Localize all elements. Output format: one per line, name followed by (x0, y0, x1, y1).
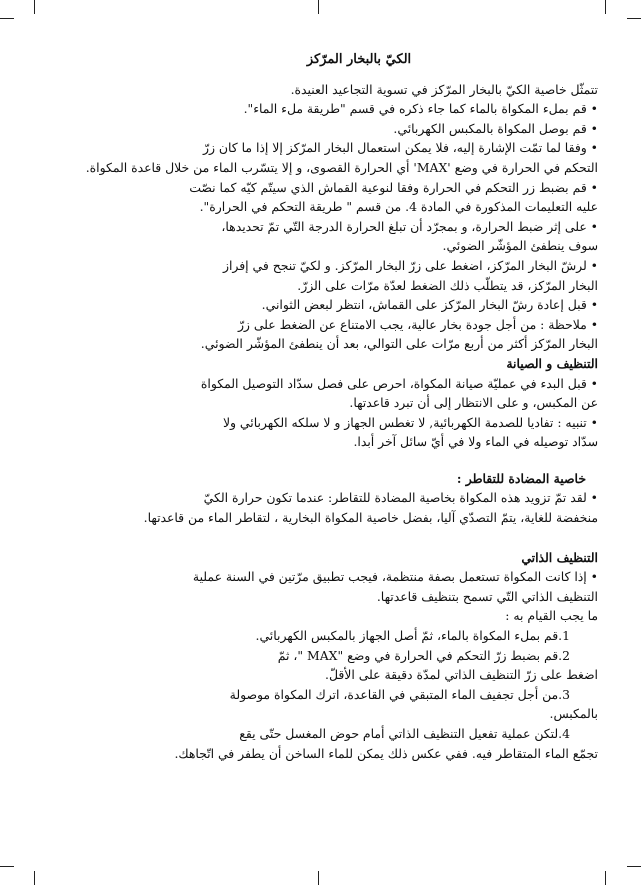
crop-mark (0, 18, 14, 19)
paragraph-line: منخفضة للغاية، يتمّ التصدّي آليا، بفضل خاصية المكواة البخارية ، لتقاطر الماء من قاعدتها. (143, 510, 598, 526)
crop-mark (627, 866, 641, 867)
section-heading: التنظيف و الصيانة (506, 355, 598, 371)
paragraph-line: التحكم في الحرارة في وضع 'MAX' أي الحرارة القصوى، و إلا يتسّرب الماء من خلال قاعدة المكواة. (85, 159, 598, 175)
step-item: 3.من أجل تجفيف الماء المتبقي في القاعدة، اترك المكواة موصولة (229, 686, 570, 702)
list-item: • إذا كانت المكواة تستعمل بصفة منتظمة، فيجب تطبيق مرّتين في السنة عملية (192, 569, 598, 585)
crop-mark (605, 0, 606, 14)
list-item: • ملاحظة : من أجل جودة بخار عالية، يجب الامتناع عن الضغط على زرّ (237, 316, 598, 332)
paragraph-line: التنظيف الذاتي التّي تسمح بتنظيف قاعدتها. (376, 588, 598, 604)
list-item: • قم بوصل المكواة بالمكبس الكهربائي. (393, 120, 598, 136)
list-item: • تنبيه : تفاديا للصدمة الكهربائية, لا تغطس الجهاز و لا سلكه الكهربائي ولا (222, 414, 598, 430)
section-heading: التنظيف الذاتي (521, 549, 598, 565)
crop-mark (34, 871, 35, 885)
page-title: الكيّ بالبخار المرّكز (306, 52, 412, 67)
list-item: • قم بملء المكواة بالماء كما جاء ذكره في قسم "طريقة ملء الماء". (243, 101, 598, 117)
list-item: • وفقا لما تمّت الإشارة إليه، فلا يمكن استعمال البخار المرّكز إلا إذا ما كان زرّ (203, 140, 598, 156)
list-item: • قبل إعادة رشّ البخار المرّكز على القماش، انتظر لبعض الثواني. (261, 297, 598, 313)
paragraph-line: عن المكبس، و على الانتظار إلى أن تبرد قاعدتها. (349, 395, 598, 411)
paragraph-line: ما يجب القيام به : (505, 608, 598, 624)
crop-mark (34, 0, 35, 14)
paragraph-line: سدّاد توصيله في الماء ولا في أيّ سائل آخر أبدا. (353, 434, 598, 450)
crop-mark (318, 0, 319, 14)
list-item: • قبل البدء في عمليّة صيانة المكواة، احرص على فصل سدّاد التوصيل المكواة (200, 375, 598, 391)
document-page (85, 50, 598, 763)
step-item: 1.قم بملء المكواة بالماء، ثمّ أصل الجهاز بالمكبس الكهربائي. (255, 628, 570, 644)
list-item: • لقد تمّ تزويد هذه المكواة بخاصية المضادة للتقاطر: عندما تكون حرارة الكيّ (203, 490, 598, 506)
step-item: 4.لتكن عملية تفعيل التنظيف الذاتي أمام حوض المغسل حتّى يقع (239, 726, 570, 741)
paragraph-line: البخار المرّكز، قد يتطلّب ذلك الضغط لعدّة مرّات على الزرّ. (297, 277, 598, 293)
list-item: • لرشّ البخار المرّكز، اضغط على زرّ البخار المرّكز. و لكيّ تنجح في إفراز (222, 257, 598, 273)
section-heading: خاصية المضادة للتقاطر : (456, 470, 586, 486)
paragraph-line: سوف ينطفئ المؤشّر الضوئي. (442, 238, 598, 254)
paragraph-line: عليه التعليمات المذكورة في المادة 4. من قسم " طريقة التحكم في الحرارة". (199, 199, 598, 215)
paragraph: تتمثّل خاصية الكيّ بالبخار المرّكز في تسوية التجاعيد العنيدة. (290, 81, 598, 97)
paragraph-line: اضغط على زرّ التنظيف الذاتي لمدّة دقيقة على الأقلّ. (325, 667, 598, 683)
crop-mark (318, 871, 319, 885)
paragraph-line: البخار المرّكز أكثر من أربع مرّات على التوالي، بعد أن ينطفئ المؤشّر الضوئي. (200, 336, 598, 352)
crop-mark (627, 18, 641, 19)
paragraph-line: بالمكبس. (549, 706, 598, 722)
list-item: • على إثر ضبط الحرارة، و بمجرّد أن تبلغ الحرارة الدرجة التّي تمّ تحديدها، (221, 218, 598, 234)
step-item: 2.قم بضبط زرّ التحكم في الحرارة في وضع "MAX "، ثمّ (277, 647, 570, 663)
crop-mark (605, 871, 606, 885)
list-item: • قم بضبط زر التحكم في الحرارة وفقا لنوعية القماش الذي سيتّم كيّه كما نصّت (189, 179, 598, 195)
crop-mark (0, 866, 14, 867)
paragraph-line: تجمّع الماء المتقاطر فيه. ففي عكس ذلك يمكن للماء الساخن أن يطفر في اتّجاهك. (174, 745, 598, 761)
